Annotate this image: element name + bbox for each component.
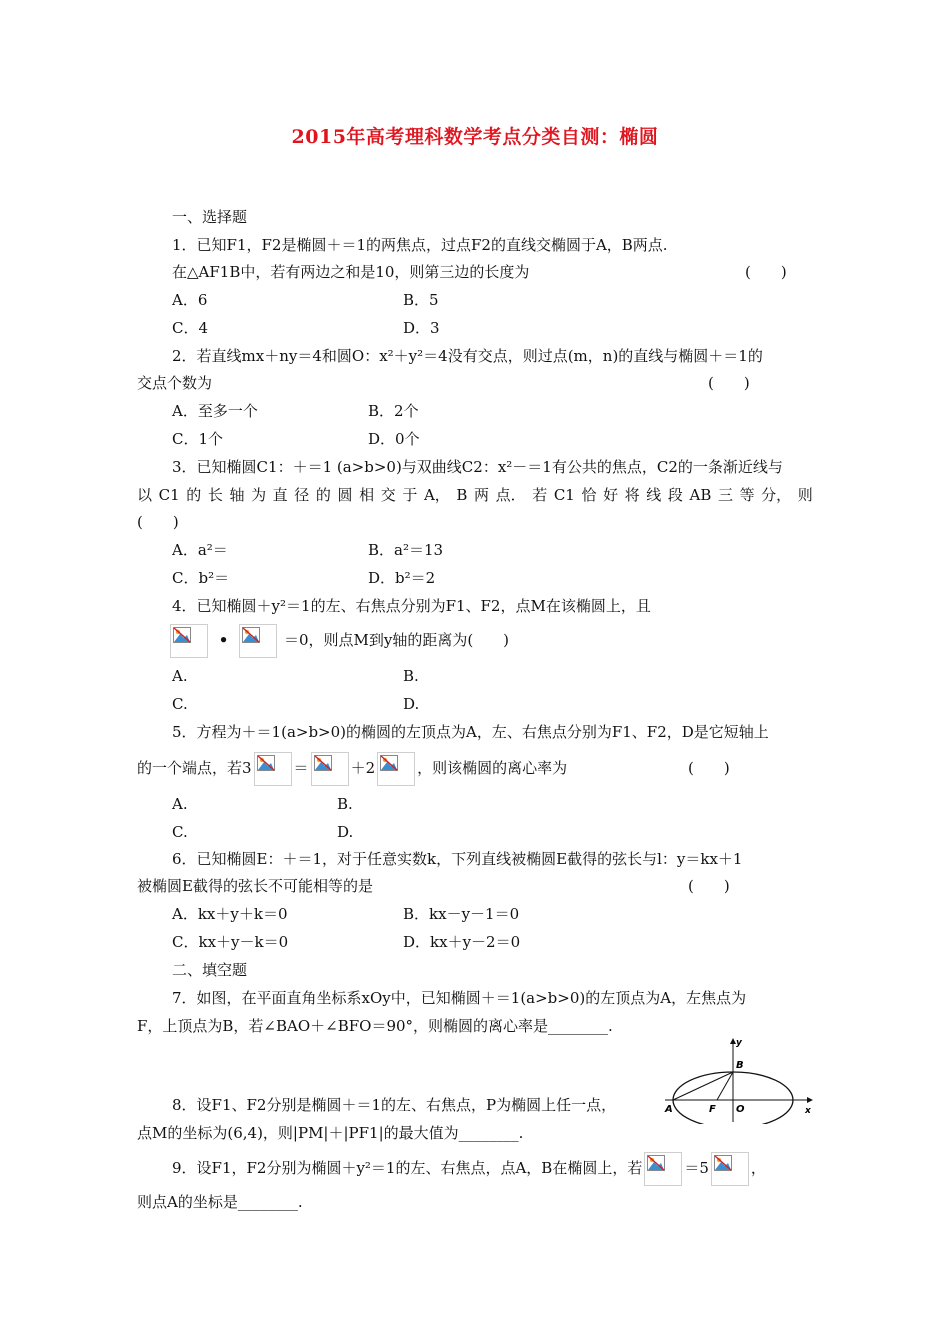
q1-option-d: D．3 [403, 319, 440, 337]
q5-option-b: B. [337, 795, 353, 813]
q1-line2: 在△AF1B中，若有两边之和是10，则第三边的长度为 [172, 263, 530, 281]
q2-line1: 2．若直线mx＋ny＝4和圆O：x²＋y²＝4没有交点，则过点(m，n)的直线与椭圆＋＝1的 [172, 347, 763, 365]
q2-option-a: A．至多一个 [172, 402, 258, 420]
q6-option-b: B．kx－y－1＝0 [403, 905, 520, 923]
q1-option-c: C．4 [172, 319, 209, 337]
q1-option-a: A．6 [172, 291, 208, 309]
section-choice-heading: 一、选择题 [172, 208, 248, 226]
q1-option-b: B．5 [403, 291, 439, 309]
q4-line2 [168, 622, 509, 658]
q2-line2: 交点个数为 [137, 374, 213, 392]
q2-answer-paren: ( ) [708, 374, 750, 392]
q6-line1: 6．已知椭圆E：＋＝1，对于任意实数k，下列直线被椭圆E截得的弦长与l：y＝kx＋1 [172, 850, 743, 868]
q3-option-d: D．b²＝2 [368, 569, 436, 587]
q6-option-c: C．kx＋y－k＝0 [172, 933, 289, 951]
q2-option-b: B．2个 [368, 402, 419, 420]
section-fill-heading: 二、填空题 [172, 961, 248, 979]
q6-line2: 被椭圆E截得的弦长不可能相等的是 [137, 877, 373, 895]
q4-option-b: B. [403, 667, 419, 685]
q3-answer-paren: ( ) [137, 513, 179, 531]
q5-option-a: A. [172, 795, 188, 813]
q9-line2: 则点A的坐标是________. [137, 1193, 303, 1211]
fig-label-o: O [736, 1104, 745, 1115]
q1-answer-paren: ( ) [745, 263, 787, 281]
q3-line2: 以 C1 的 长 轴 为 直 径 的 圆 相 交 于 A， B 两 点． 若 C1 恰 好 将 线 段 AB 三 等 分， 则 [137, 486, 813, 504]
broken-image-icon [644, 1152, 682, 1186]
q6-option-a: A．kx＋y＋k＝0 [172, 905, 288, 923]
ellipse-figure [655, 1034, 815, 1128]
broken-image-icon [711, 1152, 749, 1186]
fig-label-a: A [665, 1104, 673, 1115]
q7-line2: F，上顶点为B，若∠BAO＋∠BFO＝90°，则椭圆的离心率是________. [137, 1017, 613, 1035]
ellipse-diagram [655, 1034, 815, 1124]
q4-option-d: D. [403, 695, 420, 713]
q5-line1: 5．方程为＋＝1(a>b>0)的椭圆的左顶点为A，左、右焦点分别为F1、F2，D是它短轴上 [172, 723, 769, 741]
q1-line1: 1．已知F1，F2是椭圆＋＝1的两焦点，过点F2的直线交椭圆于A，B两点. [172, 236, 668, 254]
q4-option-a: A. [172, 667, 188, 685]
q7-line1: 7．如图，在平面直角坐标系xOy中，已知椭圆＋＝1(a>b>0)的左顶点为A，左焦点为 [172, 989, 747, 1007]
broken-image-icon [377, 752, 415, 786]
q3-line1: 3．已知椭圆C1：＋＝1 (a>b>0)与双曲线C2：x²－＝1有公共的焦点，C2的一条渐近线与 [172, 458, 783, 476]
fig-label-y: y [736, 1038, 742, 1048]
q5-line2: 的一个端点，若3 ＝ ＋2 ，则该椭圆的离心率为 [137, 750, 567, 786]
q3-option-c: C．b²＝ [172, 569, 230, 587]
fig-label-f: F [709, 1104, 716, 1115]
broken-image-icon [239, 624, 277, 658]
q4-line2-text: ＝0，则点M到y轴的距离为( ) [283, 631, 510, 649]
broken-image-icon [170, 624, 208, 658]
dot-product-symbol: • [218, 631, 229, 649]
q4-option-c: C. [172, 695, 188, 713]
broken-image-icon [311, 752, 349, 786]
q6-answer-paren: ( ) [688, 877, 730, 895]
q8-line1: 8．设F1、F2分别是椭圆＋＝1的左、右焦点，P为椭圆上任一点， [172, 1096, 617, 1114]
fig-label-x: x [805, 1106, 811, 1116]
q2-option-c: C．1个 [172, 430, 224, 448]
page-title: 2015年高考理科数学考点分类自测：椭圆 [291, 126, 659, 148]
q9-line1: 9．设F1，F2分别为椭圆＋y²＝1的左、右焦点，点A，B在椭圆上，若 ＝5 ， [172, 1150, 766, 1186]
broken-image-icon [254, 752, 292, 786]
q3-option-b: B．a²＝13 [368, 541, 444, 559]
q5-option-c: C. [172, 823, 188, 841]
q8-line2: 点M的坐标为(6,4)，则|PM|＋|PF1|的最大值为________. [137, 1124, 524, 1142]
q4-line1: 4．已知椭圆＋y²＝1的左、右焦点分别为F1、F2，点M在该椭圆上，且 [172, 597, 651, 615]
q2-option-d: D．0个 [368, 430, 420, 448]
q3-option-a: A．a²＝ [172, 541, 228, 559]
q6-option-d: D．kx＋y－2＝0 [403, 933, 521, 951]
fig-label-b: B [736, 1060, 744, 1071]
q5-option-d: D. [337, 823, 354, 841]
q5-answer-paren: ( ) [688, 759, 730, 777]
